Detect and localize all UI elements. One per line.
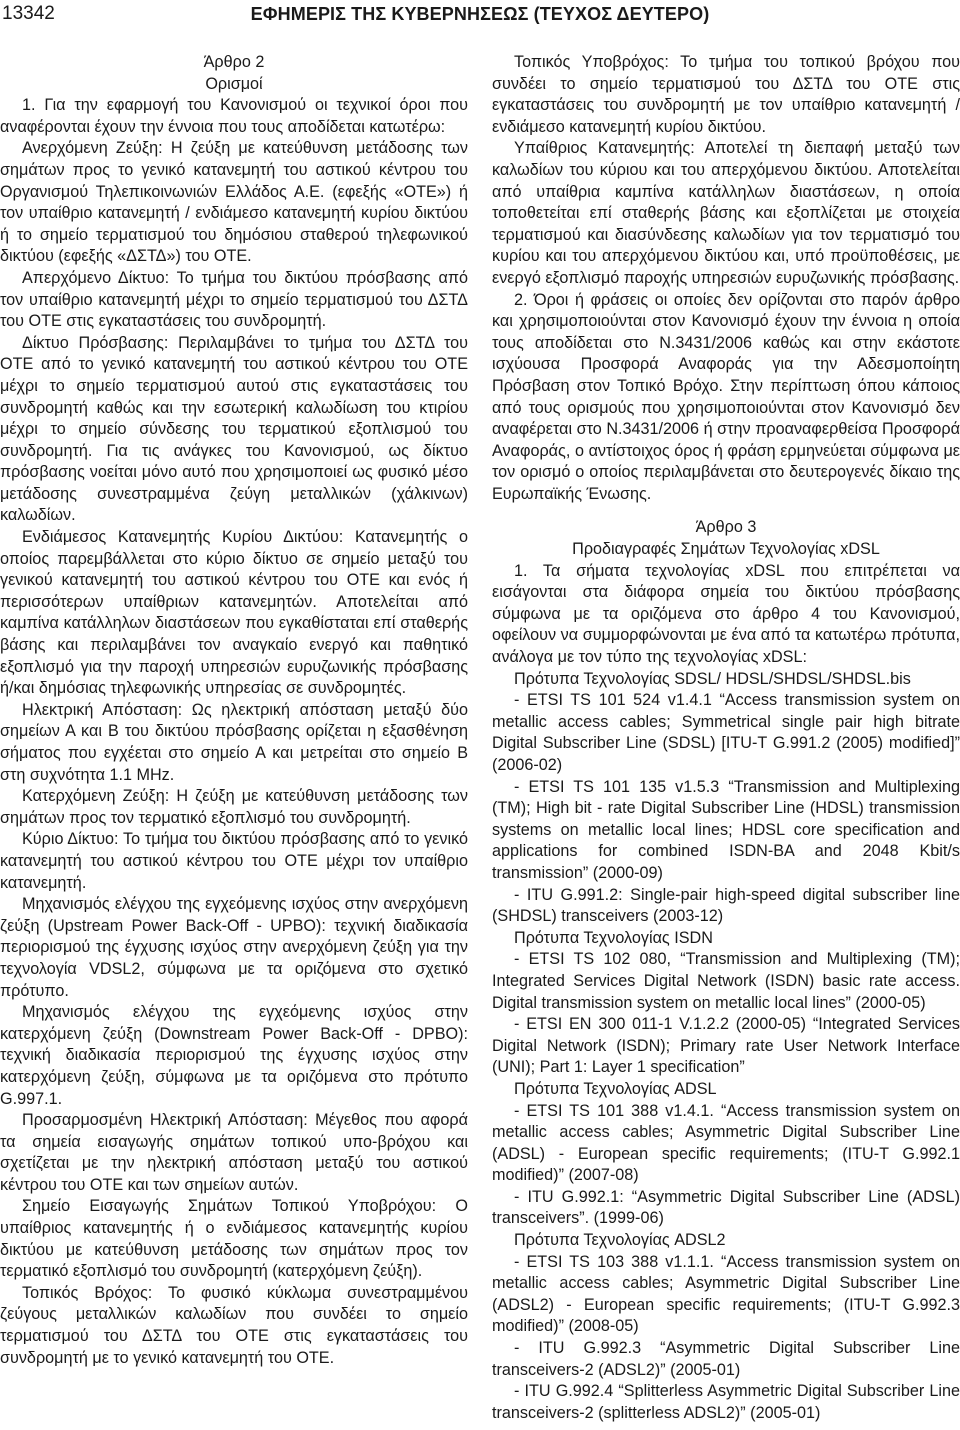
paragraph: Μηχανισμός ελέγχου της εγχεόμενης ισχύος στην ανερχόμενη ζεύξη (Upstream Power Back-Off - UPBO): τεχνική διαδικασία περιορισμού της έγχυσης ισχύος στην ανερχόμενη ζεύξη για την τεχνολογία VDSL2, σύμφωνα με τα οριζόμενα στο σχετικό πρότυπο. (0, 895, 468, 1000)
paragraph: Σημείο Εισαγωγής Σημάτων Τοπικού Υποβρόχου: Ο υπαίθριος κατανεμητής ή ο ενδιάμεσος κατανεμητής κυρίου δικτύου με κατεύθυνση μετάδοσης των σημάτων προς τον τερματικό εξοπλισμό του συνδρομητή (κατερχόμενη ζεύξη). (0, 1197, 468, 1281)
paragraph: 1. Για την εφαρμογή του Κανονισμού οι τεχνικοί όροι που αναφέρονται έχουν την έννοια που τους αποδίδεται κατωτέρω: (0, 96, 468, 136)
standard-item: - ETSI TS 102 080, “Transmission and Multiplexing (TM); Integrated Services Digital Network (ISDN) basic rate access. Digital transmission system on metallic local lines” (2000-05) (492, 950, 960, 1012)
paragraph: Προσαρμοσμένη Ηλεκτρική Απόσταση: Μέγεθος που αφορά τα σημεία εισαγωγής σημάτων τοπικού υπο-βρόχου και σχετίζεται με την ηλεκτρική απόσταση μεταξύ του αστικού κέντρου του ΟΤΕ και των σημείων αυτών. (0, 1111, 468, 1194)
paragraph: Μηχανισμός ελέγχου της εγχεόμενης ισχύος στην κατερχόμενη ζεύξη (Downstream Power Back-Off - DPBO): τεχνική διαδικασία περιορισμού της έγχυσης ισχύος στην κατερχόμενη ζεύξη, σύμφωνα με τα οριζόμενα στο πρότυπο G.997.1. (0, 1003, 468, 1108)
article-3-title: Άρθρο 3 (695, 518, 757, 537)
paragraph: Ενδιάμεσος Κατανεμητής Κυρίου Δικτύου: Κατανεμητής ο οποίος παρεμβάλλεται στο κύριο δίκτυο σε σημείο μεταξύ του γενικού κατανεμητή του αστικού κέντρου του ΟΤΕ και ενός ή περισσότερων υπαίθριων κατανεμητών. Αποτελείται από καμπίνα κατάλληλων διαστάσεων που εγκαθίσταται επί σταθερής βάσης και περιλαμβάνει τον αναγκαίο ενεργό και παθητικό εξοπλισμό για την παροχή υπηρεσιών ευρυζωνικής πρόσβασης ή/και δημόσιας τηλεφωνικής υπηρεσίας σε συνδρομητές. (0, 528, 468, 698)
paragraph: Υπαίθριος Κατανεμητής: Αποτελεί τη διεπαφή μεταξύ των καλωδίων του κύριου και του απερχόμενου δικτύου. Αποτελείται από υπαίθρια καμπίνα κατάλληλων διαστάσεων, η οποία τοποθετείται επί σταθερής βάσης και εξοπλίζεται με στοιχεία τερματισμού και διασύνδεσης καλωδίων για τον τερματισμό του κυρίου και του απερχόμενου δικτύου και, υπό προϋποθέσεις, με ενεργό εξοπλισμό παροχής υπηρεσιών ευρυζωνικής πρόσβασης. (492, 139, 960, 287)
paragraph: Κατερχόμενη Ζεύξη: Η ζεύξη με κατεύθυνση μετάδοσης των σημάτων προς τον τερματικό εξοπλισμό του συνδρομητή. (0, 787, 468, 827)
page-header (0, 0, 960, 36)
standard-item: - ITU G.992.1: “Asymmetric Digital Subscriber Line (ADSL) transceivers”. (1999-06) (492, 1187, 960, 1228)
paragraph: Απερχόμενο Δίκτυο: Το τμήμα του δικτύου πρόσβασης από τον υπαίθριο κατανεμητή μέχρι το σημείο τερματισμού του ΔΣΤΔ του ΟΤΕ στις εγκαταστάσεις του συνδρομητή. (0, 268, 468, 331)
paragraph: Κύριο Δίκτυο: Το τμήμα του δικτύου πρόσβασης από το γενικό κατανεμητή του αστικού κέντρου του ΟΤΕ μέχρι τον υπαίθριο κατανεμητή. (0, 830, 468, 892)
standard-item: - ITU G.991.2: Single-pair high-speed digital subscriber line (SHDSL) transceivers (2003-12) (492, 885, 960, 926)
paragraph: Ηλεκτρική Απόσταση: Ως ηλεκτρική απόσταση μεταξύ δύο σημείων Α και Β του δικτύου πρόσβασης ορίζεται η εξασθένηση σήματος που εγχέεται στο σημείο Α και μετρείται στο σημείο Β στη συχνότητα 1.1 MHz. (0, 700, 468, 784)
page-number: 13342 (2, 3, 55, 24)
standard-item: - ETSI TS 101 135 v1.5.3 “Transmission and Multiplexing (TM); High bit - rate Digital Subscriber Line (HDSL) transmission systems on metallic local lines; HDSL core specification and applications for combined ISDN-BA and 2048 Kbit/s transmission” (2000-09) (492, 777, 960, 882)
article-2-title: Άρθρο 2 (203, 53, 265, 71)
right-column (492, 52, 960, 1424)
standards-heading: Πρότυπα Τεχνολογίας ADSL (514, 1079, 717, 1098)
standard-item: - ETSI EN 300 011-1 V.1.2.2 (2000-05) “Integrated Services Digital Network (ISDN); Primary rate User Network Interface (UNI); Part 1: Layer 1 specification” (492, 1015, 960, 1077)
paragraph: Δίκτυο Πρόσβασης: Περιλαμβάνει το τμήμα του ΔΣΤΔ του ΟΤΕ από το γενικό κατανεμητή του αστικού κέντρου του ΟΤΕ μέχρι το σημείο τερματισμού αυτού στις εγκαταστάσεις του συνδρομητή καθώς και την εσωτερική καλωδίωση του κτιρίου μέχρι το σημείο σύνδεσης του τερματικού εξοπλισμού του συνδρομητή. Για τις ανάγκες του Κανονισμού, ως δίκτυο πρόσβασης νοείται μόνο αυτό που χρησιμοποιεί ως φυσικό μέσο μετάδοσης συνεστραμμένα ζεύγη μεταλλικών (χάλκινων) καλωδίων. (0, 333, 468, 525)
paragraph: 1. Τα σήματα τεχνολογίας xDSL που επιτρέπεται να εισάγονται στα διάφορα σημεία του δικτύου πρόσβασης σύμφωνα με τα οριζόμενα στο άρθρο 4 του Κανονισμού, οφείλουν να συμμορφώνονται με ένα από τα κατωτέρω πρότυπα, ανάλογα με τον τύπο της τεχνολογίας xDSL: (492, 561, 960, 667)
standards-heading: Πρότυπα Τεχνολογίας ISDN (514, 928, 713, 947)
paragraph: Ανερχόμενη Ζεύξη: Η ζεύξη με κατεύθυνση μετάδοσης των σημάτων προς το γενικό κατανεμητή του αστικού κέντρου του Οργανισμού Τηλεπικοινωνιών Ελλάδος Α.Ε. (εφεξής «ΟΤΕ») ή τον υπαίθριο κατανεμητή / ενδιάμεσο κατανεμητή κυρίου δικτύου ή το σημείο τερματισμού του δημόσιου σταθερού τηλεφωνικού δικτύου (εφεξής «ΔΣΤΔ») του ΟΤΕ. (0, 139, 468, 266)
paragraph: 2. Όροι ή φράσεις οι οποίες δεν ορίζονται στο παρόν άρθρο και χρησιμοποιούνται στον Κανονισμό έχουν την έννοια η οποία τους αποδίδεται στο Ν.3431/2006 καθώς και στην εκάστοτε ισχύουσα Προσφορά Αναφοράς για την Αδεσμοποίητη Πρόσβαση στον Τοπικό Βρόχο. Στην περίπτωση όπου κάποιος από τους ορισμούς που χρησιμοποιούνται στον Κανονισμό δεν αναφέρεται στο Ν.3431/2006 ή στην προαναφερθείσα Προσφορά Αναφοράς, ο αντίστοιχος όρος ή φράση ερμηνεύεται σύμφωνα με τον ορισμό ο οποίος περιλαμβάνεται στο δευτερογενές δίκαιο της Ευρωπαϊκής Ένωσης. (492, 290, 960, 503)
standard-item: - ITU G.992.4 “Splitterless Asymmetric Digital Subscriber Line transceivers-2 (splitterless ADSL2)” (2005-01) (492, 1382, 960, 1422)
standard-item: - ETSI TS 101 524 v1.4.1 “Access transmission system on metallic access cables; Symmetrical single pair high bitrate Digital Subscriber Line (SDSL) [ITU-T G.991.2 (2005) modified]” (2006-02) (492, 691, 960, 774)
article-2-subtitle: Ορισμοί (205, 74, 263, 93)
standards-heading: Πρότυπα Τεχνολογίας SDSL/ HDSL/SHDSL/SHDSL.bis (514, 669, 911, 688)
standards-heading: Πρότυπα Τεχνολογίας ADSL2 (514, 1231, 726, 1250)
left-column (0, 52, 468, 1369)
standard-item: - ITU G.992.3 “Asymmetric Digital Subscriber Line transceivers-2 (ADSL2)” (2005-01) (492, 1339, 960, 1379)
paragraph: Τοπικός Υποβρόχος: Το τμήμα του τοπικού βρόχου που συνδέει το σημείο τερματισμού του ΔΣΤΔ του ΟΤΕ στις εγκαταστάσεις του συνδρομητή με τον υπαίθριο κατανεμητή / ενδιάμεσο κατανεμητή κυρίου δικτύου. (492, 53, 960, 136)
standard-item: - ETSI TS 101 388 v1.4.1. “Access transmission system on metallic access cables; Asymmetric Digital Subscriber Line (ADSL) - European specific requirements; (ITU-T G.992.1 modified)” (2007-08) (492, 1101, 960, 1185)
article-3-subtitle: Προδιαγραφές Σημάτων Τεχνολογίας xDSL (572, 540, 880, 559)
publication-title: ΕΦΗΜΕΡΙΣ ΤΗΣ ΚΥΒΕΡΝΗΣΕΩΣ (ΤΕΥΧΟΣ ΔΕΥΤΕΡΟ) (250, 4, 710, 24)
standard-item: - ETSI TS 103 388 v1.1.1. “Access transmission system on metallic access cables; Asymmetric Digital Subscriber Line (ADSL2) - European specific requirements; (ITU-T G.992.3 modified)” (2008-05) (492, 1252, 960, 1336)
paragraph: Τοπικός Βρόχος: Το φυσικό κύκλωμα συνεστραμμένου ζεύγους μεταλλικών καλωδίων που συνδέει το σημείο τερματισμού του ΔΣΤΔ του ΟΤΕ στις εγκαταστάσεις του συνδρομητή με το γενικό κατανεμητή του ΟΤΕ. (0, 1283, 468, 1367)
